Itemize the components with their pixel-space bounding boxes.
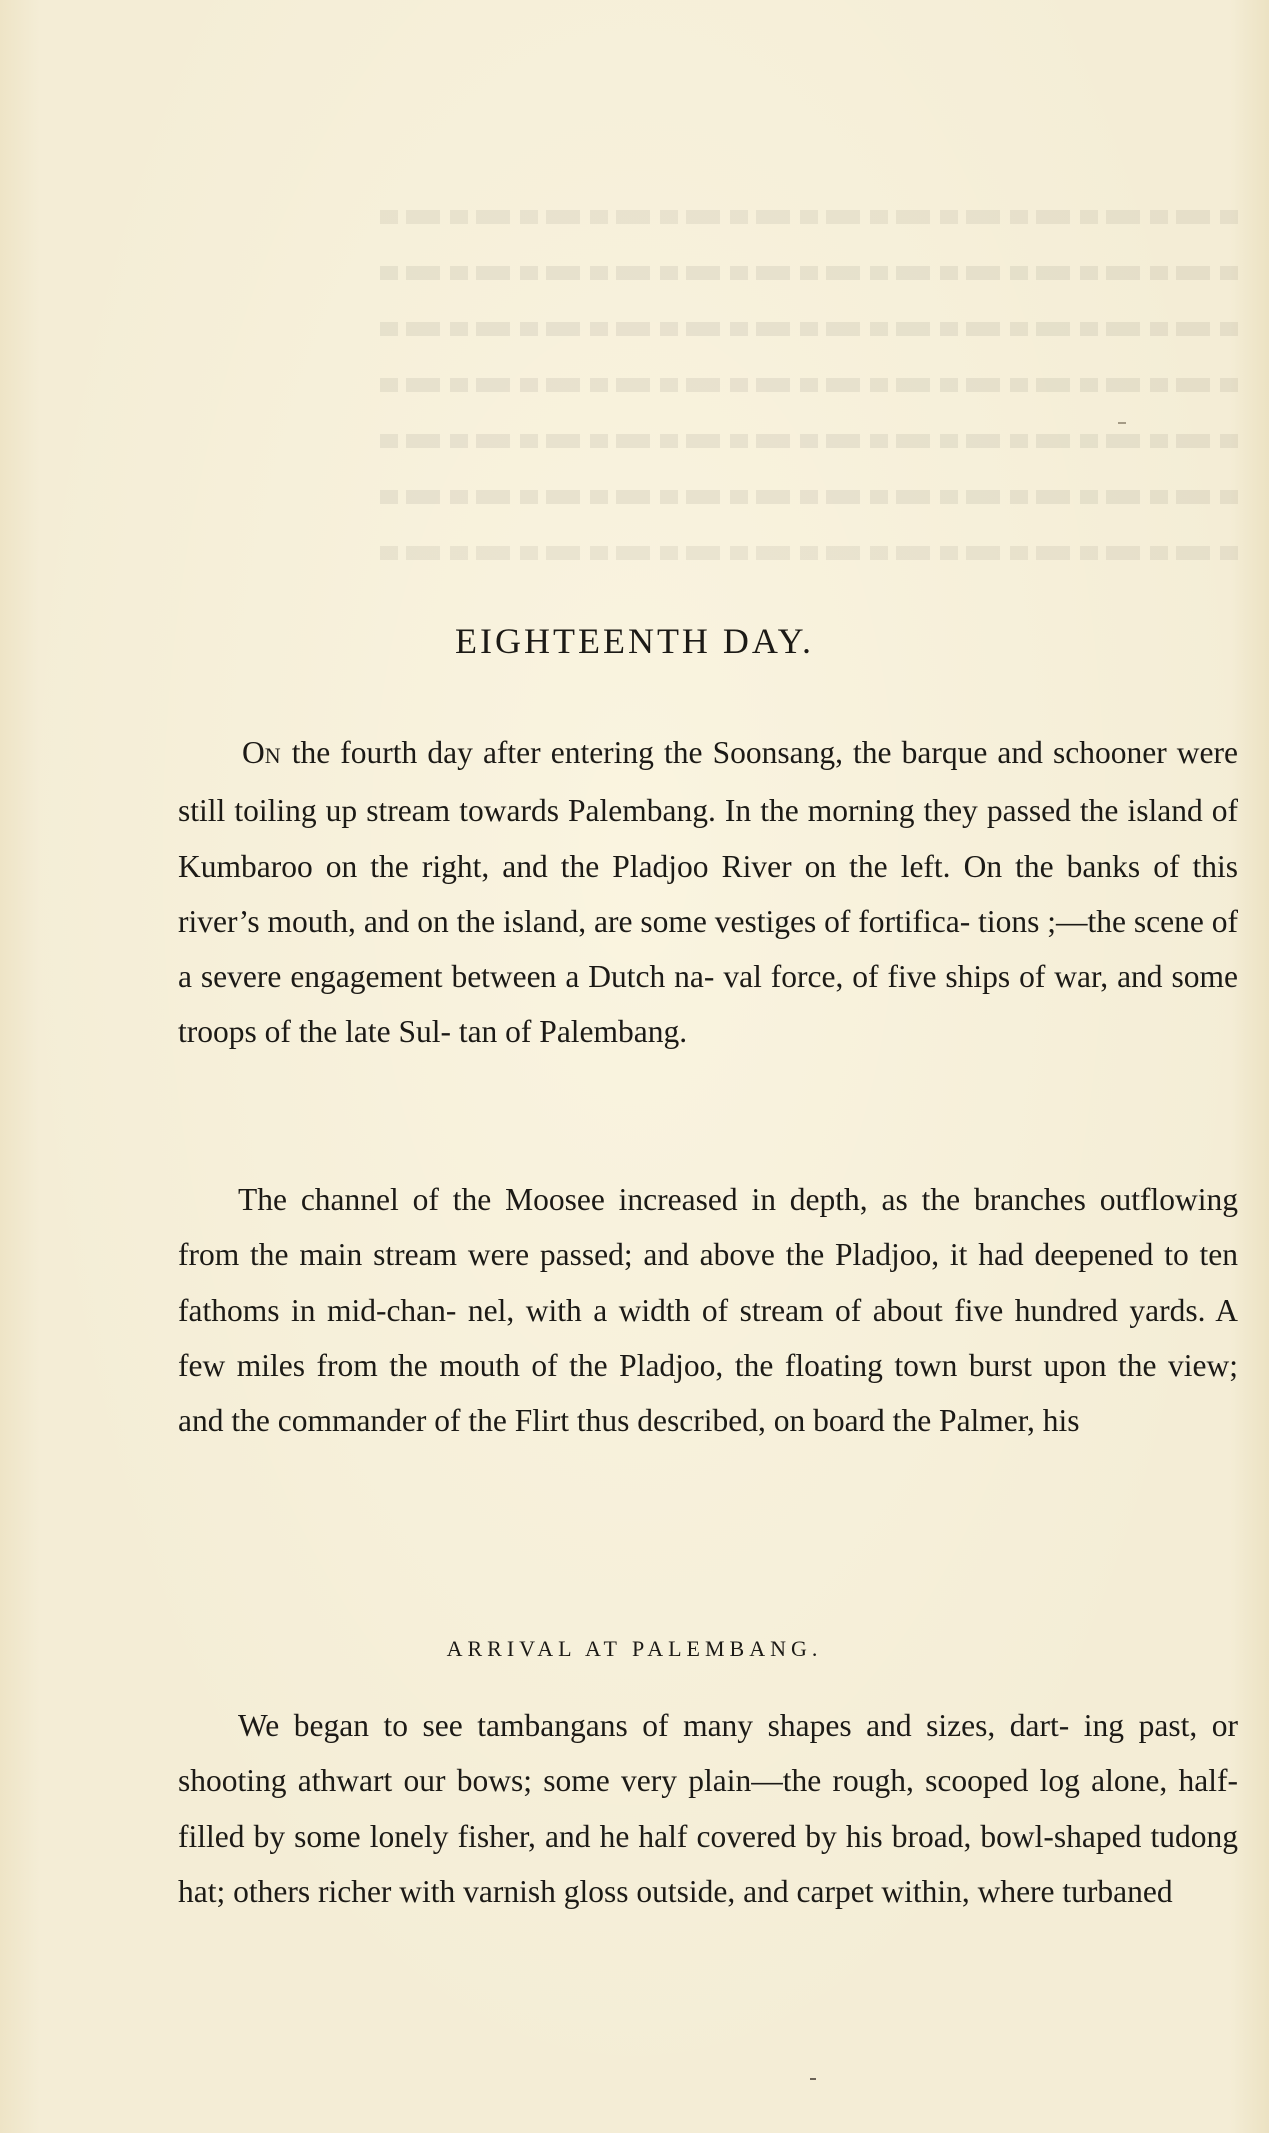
- paragraph-1: [178, 725, 1238, 1060]
- paragraph-2: [178, 1172, 1238, 1448]
- paragraph-3-text: We began to see tambangans of many shapes and sizes, dart- ing past, or shooting athwart our bows; some very plain—the rough, scooped log alone, half-filled by some lonely fisher, and he half covered by his broad, bowl-shaped tudong hat; others richer with varnish gloss outside, and carpet within, where turbaned: [178, 1708, 1238, 1909]
- paragraph-1-text: [178, 725, 1238, 1060]
- show-through-text: [380, 210, 1240, 630]
- section-subheading: ARRIVAL AT PALEMBANG.: [446, 1636, 823, 1661]
- chapter-heading: EIGHTEENTH DAY.: [455, 621, 814, 661]
- paper-speck: [1118, 422, 1126, 424]
- paragraph-3: [178, 1698, 1238, 1919]
- drop-word-smallcap: N: [264, 743, 282, 768]
- paragraph-2-text: The channel of the Moosee increased in depth, as the branches outflowing from the main stream were passed; and above the Pladjoo, it had deepened to ten fathoms in mid-chan- nel, with a width of stream of about five hundred yards. A few miles from the mouth of the Pladjoo, the floating town burst upon the view; and the commander of the Flirt thus described, on board the Palmer, his: [178, 1182, 1238, 1439]
- paragraph-1-body: the fourth day after entering the Soonsang, the barque and schooner were still toiling up stream towards Palembang. In the morning they passed the island of Kumbaroo on the right, and the Pladjoo River on the left. On the banks of this river’s mouth, and on the island, are some vestiges of fortifica- tions ;—the scene of a severe engagement between a Dutch na- val force, of five ships of war, and some troops of the late Sul- tan of Palembang.: [178, 735, 1238, 1050]
- page-mark: [810, 2078, 816, 2080]
- drop-word-initial: O: [242, 735, 265, 770]
